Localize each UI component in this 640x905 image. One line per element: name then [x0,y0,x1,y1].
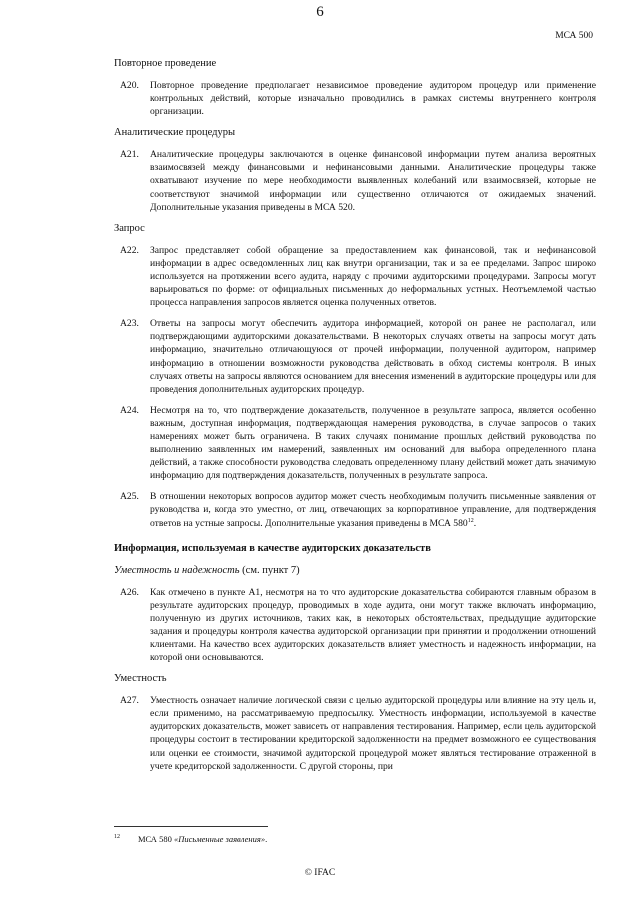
paragraph-text: Запрос представляет собой обращение за предоставлением как финансовой, так и нефинансовой информации в адрес осведомленных лиц как внутри организации, так и за ее пределами. Запрос широко используется на протяжении всего аудита, наряду с прочими аудиторскими процедурами. Запросы могут варьироваться по форме: от официальных письменных до неформальных устных. Неотъемлемой частью процесса направления запросов является оценка полученных ответов. [150,244,596,309]
paragraph-text-end: . [473,517,477,529]
subsection-title: Уместность и надежность [114,564,240,576]
page-number: 6 [316,4,324,20]
paragraph [114,586,596,665]
paragraph-text: Ответы на запросы могут обеспечить аудитора информацией, которой он ранее не располагал, или подтверждающими аудиторскими доказательствами. В некоторых случаях ответы на запросы могут дать информацию, значительно отличающуюся от прочей информации, полученной аудитором, например информацию в отношении возможности руководства действовать в обход системы контроля. В иных случаях ответы на запросы являются основанием для внесения изменений в аудиторские процедуры или для проведения дополнительных аудиторских процедур. [150,318,596,395]
paragraph-number: A20. [120,80,139,91]
paragraph-number: A23. [120,318,139,330]
paragraph [114,148,596,213]
paragraph-text: Повторное проведение предполагает независимое проведение аудитором процедур или применение контрольных действий, которые изначально проводились в рамках системы внутреннего контроля организации. [150,80,596,118]
subsection-reference: (см. пункт 7) [239,564,300,576]
paragraph-text-body: В отношении некоторых вопросов аудитор может счесть необходимым получить письменные заявления от руководства и, когда это уместно, от лиц, отвечающих за корпоративное управление, для подтверждения ответов на устные запросы. Дополнительные указания приведены в МСА 580 [150,491,596,529]
section-heading-bold: Информация, используемая в качестве аудиторских доказательств [114,542,431,554]
paragraph-text: Аналитические процедуры заключаются в оценке финансовой информации путем анализа вероятных взаимосвязей между финансовыми и нефинансовыми данными. Аналитические процедуры также охватывают изучение по мере необходимости выявленных колебаний или взаимосвязей, которые не соответствуют значимой информации или существенно отличаются от ожидаемых значений. Дополнительные указания приведены в МСА 520. [150,149,596,213]
section-heading: Аналитические процедуры [114,127,236,139]
footnote-reference-text: МСА 580 [138,834,174,844]
footnote-divider [114,826,268,827]
footnote [114,834,267,844]
footnote-reference: 12 [467,517,474,524]
section-heading: Уместность [114,673,167,685]
page-footer: © IFAC [304,868,336,878]
paragraph [114,79,596,118]
footnote-number: 12 [114,834,120,841]
paragraph-number: A22. [120,244,139,256]
paragraph-text: Несмотря на то, что подтверждение доказательств, полученное в результате запроса, является особенно важным, доступная информация, подтверждающая намерения руководства, в случае запросов о таких намерениях может быть ограничена. В таких случаях понимание прошлых действий руководства по выполнению заявленных им намерений, заявленных им оснований для выбора определенного плана действий, а также способности руководства следовать определенному плану действий может дать значимую информацию для подтверждения доказательств, полученных в результате запроса. [150,404,596,482]
paragraph-text: Уместность означает наличие логической связи с целью аудиторской процедуры или влияние на эту цель и, если применимо, на рассматриваемую предпосылку. Уместность информации, используемой в качестве аудиторских доказательств, может зависеть от направления тестирования. Например, если цель аудиторской процедуры состоит в тестировании кредиторской задолженности на предмет возможного ее существования или оценки ее стоимости, значимой аудиторской процедурой может являться тестирование отраженной в учете кредиторской задолженности. С другой стороны, при [150,695,596,772]
paragraph-text [150,491,596,528]
paragraph [114,244,596,309]
paragraph-number: A25. [120,491,139,503]
paragraph [114,404,596,483]
footnote-title: «Письменные заявления» [173,834,266,844]
paragraph-number: A21. [120,149,139,161]
paragraph [114,490,596,529]
document-body [114,57,596,781]
paragraph-number: A24. [120,404,139,416]
document-code: МСА 500 [555,31,593,41]
section-heading: Повторное проведение [114,58,217,69]
subsection-heading [114,564,596,577]
section-heading: Запрос [114,222,145,234]
paragraph [114,694,596,773]
paragraph-number: A27. [120,695,139,707]
paragraph-number: A26. [120,586,139,598]
footnote-end: . [265,834,268,844]
paragraph [114,317,596,396]
paragraph-text: Как отмечено в пункте A1, несмотря на то что аудиторские доказательства собираются главным образом в результате аудиторских процедур, проводимых в ходе аудита, они могут также включать информацию, полученную из других источников, таких как, в некоторых обстоятельствах, предыдущие аудиторские задания и процедуры контроля качества аудиторской организации при принятии и продолжении отношений клиентами. На качество всех аудиторских доказательств влияет уместность и надежность информации, на которой они основываются. [150,586,596,664]
